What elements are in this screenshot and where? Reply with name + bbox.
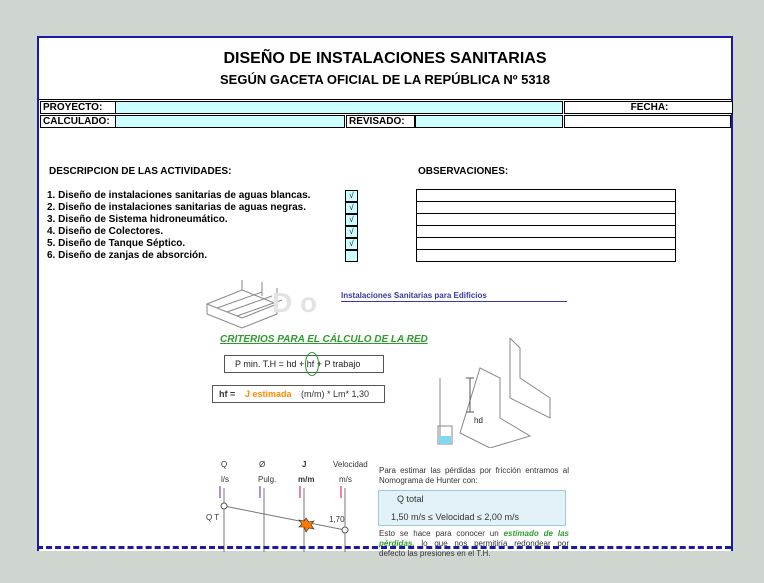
page-subtitle: SEGÚN GACETA OFICIAL DE LA REPÚBLICA Nº 5318: [219, 72, 551, 87]
note-text: [379, 529, 569, 559]
divider: [39, 99, 731, 100]
hd-label: hd: [474, 416, 483, 425]
activity-checkbox-2[interactable]: √: [345, 202, 358, 214]
proyecto-label: PROYECTO:: [40, 101, 116, 114]
figure-caption: Instalaciones Sanitarias para Edificios: [341, 291, 487, 300]
para-text: Para estimar las pérdidas por fricción entramos al Nomograma de Hunter con:: [379, 466, 569, 485]
calculado-field[interactable]: [115, 115, 345, 128]
observation-field-6[interactable]: [416, 249, 676, 262]
fecha-label: FECHA:: [564, 101, 733, 114]
col-diam: Ø: [259, 460, 266, 469]
caption-underline: [341, 301, 567, 302]
activity-item-2: 2. Diseño de instalaciones sanitarias de aguas negras.: [47, 202, 306, 213]
formula-j-label: J estimada: [245, 389, 292, 399]
activity-checkbox-3[interactable]: √: [345, 214, 358, 226]
watermark-text-icon: D o: [272, 287, 318, 318]
qtotal-box: [378, 490, 566, 526]
revisado-label: REVISADO:: [346, 115, 415, 128]
vel-value: 1,70: [329, 515, 345, 524]
activity-checkbox-6[interactable]: [345, 250, 358, 262]
fecha-field[interactable]: [564, 115, 731, 128]
activity-checkbox-4[interactable]: √: [345, 226, 358, 238]
page-title: DISEÑO DE INSTALACIONES SANITARIAS: [223, 50, 547, 67]
activity-item-5: 5. Diseño de Tanque Séptico.: [47, 238, 186, 249]
note-emphasis: estimado de las pérdidas,: [379, 529, 569, 548]
pipe-sketch-icon: [207, 280, 282, 328]
col-q: Q: [221, 460, 228, 469]
nomogram-chart: [202, 482, 377, 552]
col-j: J: [302, 460, 307, 469]
riser-diagram: [410, 338, 560, 448]
proyecto-field[interactable]: [115, 101, 563, 114]
unit-diam: Pulg.: [258, 475, 277, 484]
unit-q: l/s: [221, 475, 229, 484]
note-post: lo que nos permitiría redondear por defecto las presiones en el T.H.: [379, 539, 569, 558]
formula-rest-label: (m/m) * Lm* 1,30: [301, 389, 370, 399]
formula-pressure-box: [224, 355, 384, 373]
calculado-label: CALCULADO:: [40, 115, 116, 128]
hf-highlight-icon: [305, 352, 319, 376]
formula-hf-box: [212, 385, 385, 403]
note-pre: Esto se hace para conocer un: [379, 529, 499, 538]
qt-label: Q T: [206, 513, 220, 522]
observations-heading: OBSERVACIONES:: [418, 166, 509, 177]
qtotal-label: Q total: [397, 494, 424, 504]
unit-j: m/m: [298, 475, 315, 484]
activity-item-4: 4. Diseño de Colectores.: [47, 226, 164, 237]
activity-item-6: 6. Diseño de zanjas de absorción.: [47, 250, 208, 261]
activity-item-1: 1. Diseño de instalaciones sanitarias de aguas blancas.: [47, 190, 311, 201]
formula-pressure-text: P min. T.H = hd + hf + P trabajo: [235, 359, 361, 369]
activities-heading: DESCRIPCION DE LAS ACTIVIDADES:: [49, 166, 232, 177]
revisado-field[interactable]: [415, 115, 563, 128]
activity-checkbox-5[interactable]: √: [345, 238, 358, 250]
activity-checkbox-1[interactable]: √: [345, 190, 358, 202]
activity-item-3: 3. Diseño de Sistema hidroneumático.: [47, 214, 228, 225]
col-vel: Velocidad: [333, 460, 368, 469]
criteria-title: CRITERIOS PARA EL CÁLCULO DE LA RED: [220, 334, 428, 345]
velocity-range: 1,50 m/s ≤ Velocidad ≤ 2,00 m/s: [391, 512, 519, 522]
unit-vel: m/s: [339, 475, 352, 484]
formula-hf-label: hf =: [219, 389, 236, 399]
intersection-icon: [299, 518, 314, 532]
page-break-line: [37, 546, 731, 549]
spreadsheet-sheet: [37, 36, 733, 558]
embedded-figure: [202, 274, 572, 558]
